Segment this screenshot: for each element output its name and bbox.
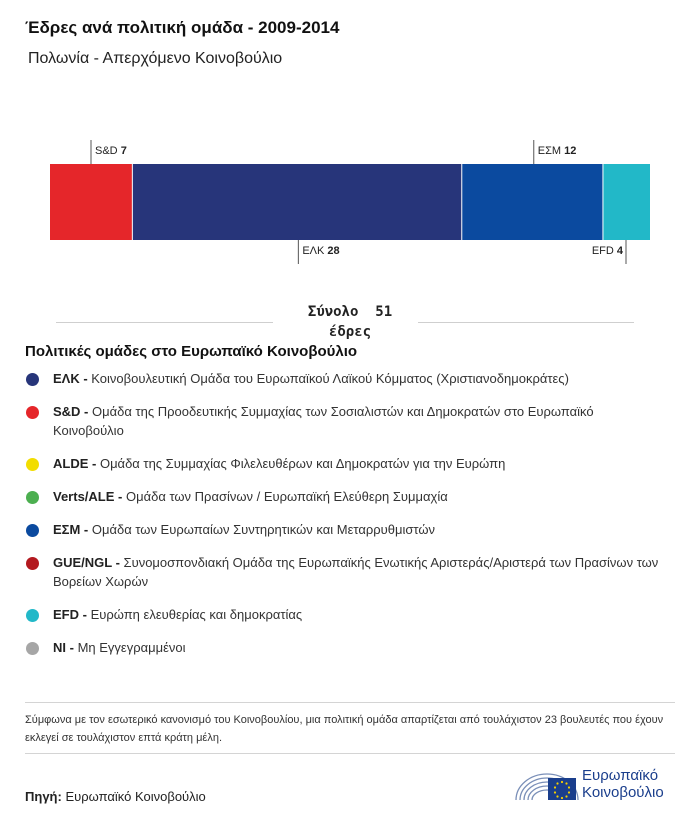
bar-segment	[50, 164, 132, 240]
logo-line-1: Ευρωπαϊκό	[582, 767, 659, 784]
segment-label: ΕΛΚ 28	[302, 245, 340, 257]
legend-color-dot	[26, 373, 39, 386]
legend-text: Ομάδα των Πρασίνων / Ευρωπαϊκή Ελεύθερη Συμμαχία	[122, 489, 448, 504]
legend-abbr: EFD -	[53, 607, 87, 622]
bar-segment	[462, 164, 603, 240]
legend-text: Ομάδα της Προοδευτικής Συμμαχίας των Σοσιαλιστών και Δημοκρατών στο Ευρωπαϊκό Κοινοβούλιο	[53, 404, 594, 438]
legend-color-dot	[26, 406, 39, 419]
legend-abbr: Verts/ALE -	[53, 489, 123, 504]
legend-text: Ομάδα των Ευρωπαίων Συντηρητικών και Μεταρρυθμιστών	[88, 522, 435, 537]
source-value: Ευρωπαϊκό Κοινοβούλιο	[65, 789, 206, 804]
legend-item	[25, 454, 665, 473]
legend-title: Πολιτικές ομάδες στο Ευρωπαϊκό Κοινοβούλιο	[25, 343, 358, 360]
legend-item	[25, 520, 665, 539]
total-unit: έδρες	[328, 324, 372, 340]
total-divider-right	[418, 322, 634, 323]
note-bottom-divider	[25, 753, 675, 754]
legend-color-dot	[26, 458, 39, 471]
chart-title: Έδρες ανά πολιτική ομάδα - 2009-2014	[25, 18, 340, 37]
bar-segment	[603, 164, 650, 240]
total-divider-left	[56, 322, 273, 323]
legend-color-dot	[26, 609, 39, 622]
legend-color-dot	[26, 557, 39, 570]
segment-label: EFD 4	[591, 245, 623, 257]
legend-text: Ευρώπη ελευθερίας και δημοκρατίας	[86, 607, 303, 622]
parliament-emblem-icon	[514, 764, 580, 804]
legend-item	[25, 638, 665, 657]
bar-segment	[132, 164, 461, 240]
segment-label: ΕΣΜ 12	[537, 145, 577, 157]
legend-abbr: ALDE -	[53, 456, 97, 471]
footnote: Σύμφωνα με τον εσωτερικό κανονισμό του Κοινοβουλίου, μια πολιτική ομάδα απαρτίζεται από τουλάχιστον 23 βουλευτές που έχουν εκλεγεί σε τουλάχιστον επτά κράτη μέλη.	[25, 714, 664, 744]
legend-item	[25, 553, 665, 591]
chart-subtitle: Πολωνία - Απερχόμενο Κοινοβούλιο	[28, 50, 283, 67]
legend-item	[25, 402, 665, 440]
total-label: Σύνολο	[307, 304, 359, 320]
legend-abbr: GUE/NGL -	[53, 555, 120, 570]
european-parliament-logo	[514, 764, 684, 804]
legend-text: Ομάδα της Συμμαχίας Φιλελευθέρων και Δημοκρατών για την Ευρώπη	[96, 456, 506, 471]
source-label: Πηγή:	[25, 789, 62, 804]
legend-text: Συνομοσπονδιακή Ομάδα της Ευρωπαϊκής Ενωτικής Αριστεράς/Αριστερά των Πρασίνων των Βορείων Χωρών	[53, 555, 659, 589]
legend-color-dot	[26, 642, 39, 655]
note-top-divider	[25, 702, 675, 703]
legend-text: Μη Εγγεγραμμένοι	[73, 640, 186, 655]
legend-abbr: ΕΣΜ -	[53, 522, 89, 537]
legend-abbr: S&D -	[53, 404, 89, 419]
total-seats	[280, 302, 420, 342]
legend-list	[25, 369, 665, 657]
total-value: 51	[375, 304, 393, 320]
legend-item	[25, 605, 665, 624]
logo-line-2: Κοινοβούλιο	[582, 784, 664, 801]
stacked-seat-bar-chart	[0, 130, 700, 270]
legend-color-dot	[26, 524, 39, 537]
legend-item	[25, 369, 665, 388]
legend-abbr: NI -	[53, 640, 74, 655]
legend-text: Κοινοβουλευτική Ομάδα του Ευρωπαϊκού Λαϊκού Κόμματος (Χριστιανοδημοκράτες)	[87, 371, 569, 386]
legend-abbr: ΕΛΚ -	[53, 371, 88, 386]
source	[25, 789, 206, 804]
legend-color-dot	[26, 491, 39, 504]
segment-label: S&D 7	[95, 145, 127, 157]
legend-item	[25, 487, 665, 506]
